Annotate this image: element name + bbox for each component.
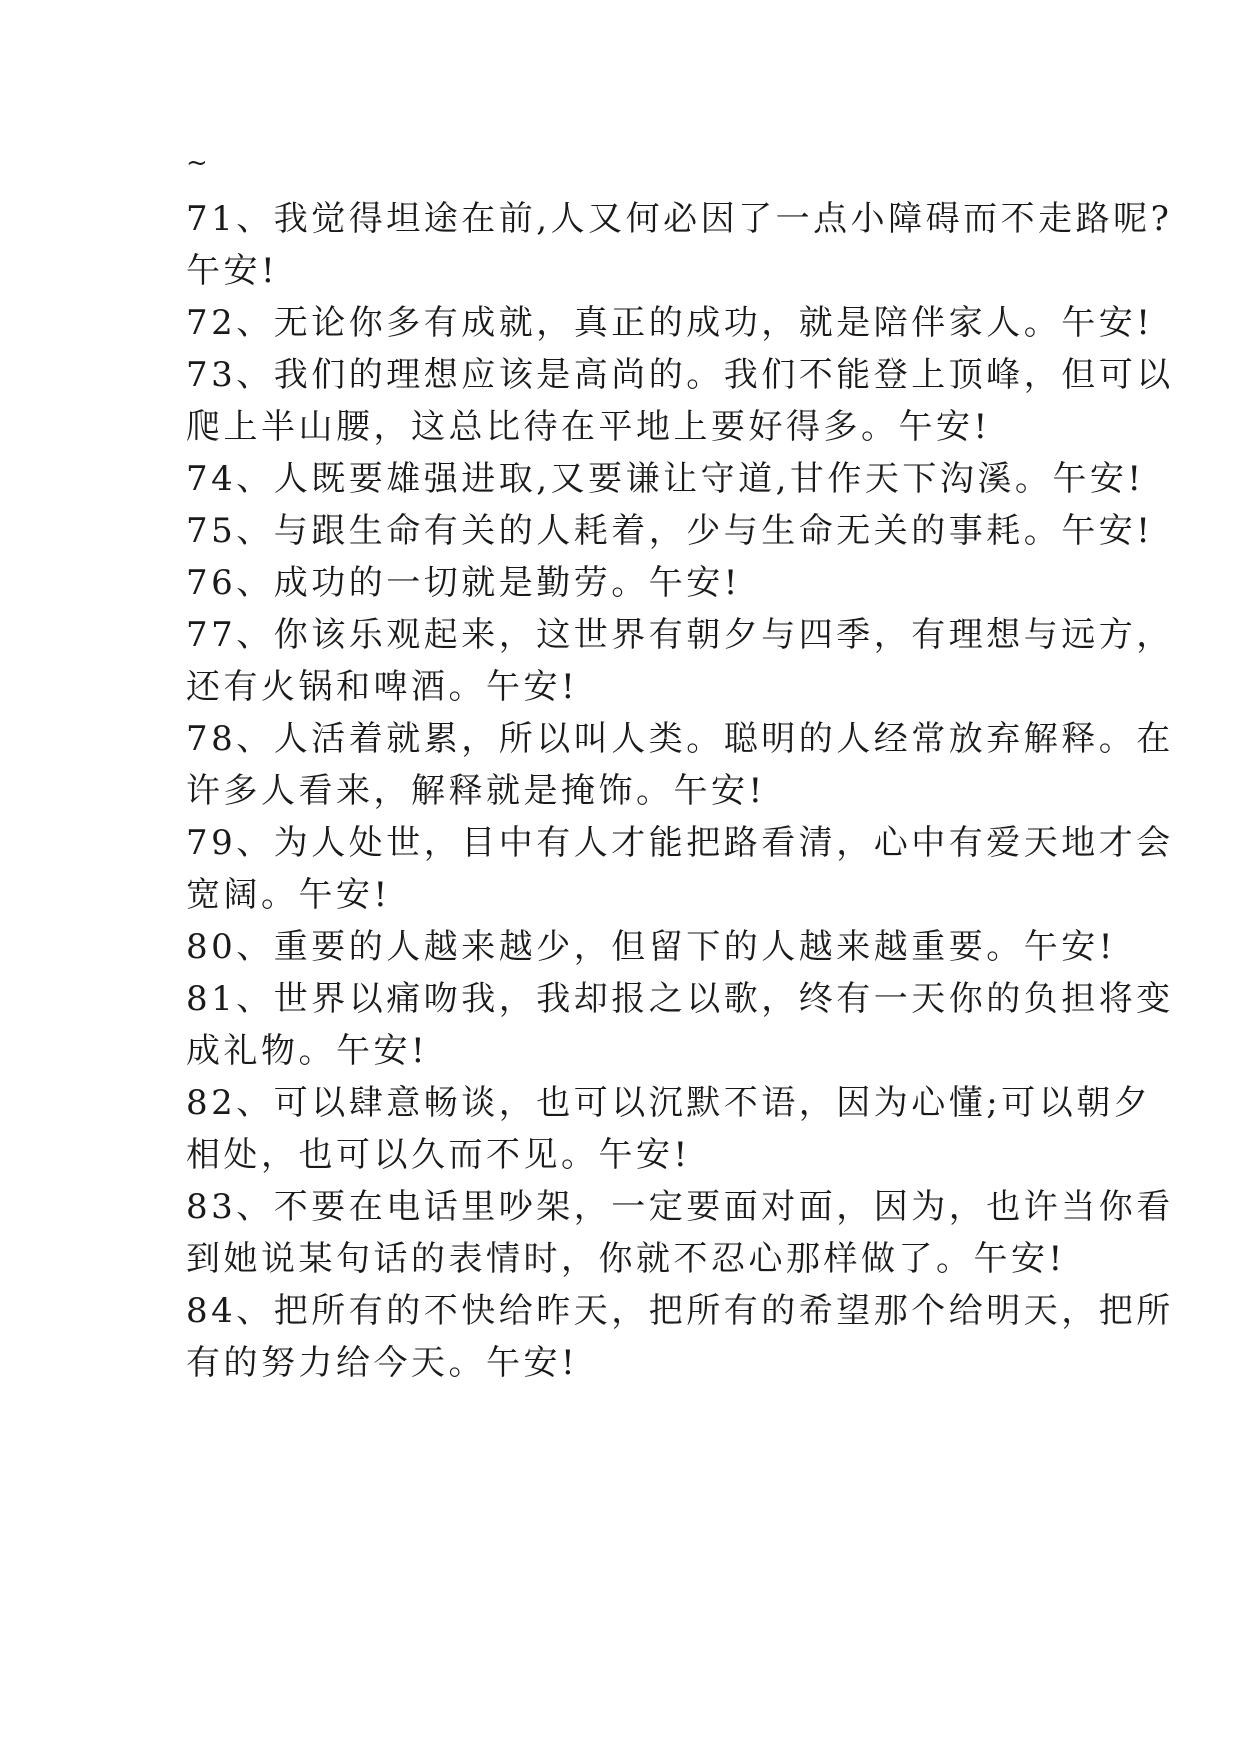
text-line: 76、成功的一切就是勤劳。午安! [186,563,741,603]
text-line: 到她说某句话的表情时，你就不忍心那样做了。午安! [186,1239,1066,1279]
text-line: 82、可以肆意畅谈，也可以沉默不语，因为心懂;可以朝夕 [186,1083,1152,1123]
text-line: 77、你该乐观起来，这世界有朝夕与四季，有理想与远方， [186,615,1174,655]
text-line: 许多人看来，解释就是掩饰。午安! [186,771,766,811]
text-line: 71、我觉得坦途在前,人又何必因了一点小障碍而不走路呢? [186,199,1173,239]
text-line: 75、与跟生命有关的人耗着，少与生命无关的事耗。午安! [186,511,1154,551]
text-line: 78、人活着就累，所以叫人类。聪明的人经常放弃解释。在 [186,719,1174,759]
text-line: 相处，也可以久而不见。午安! [186,1135,691,1175]
text-line: 73、我们的理想应该是高尚的。我们不能登上顶峰，但可以 [186,355,1174,395]
text-line: 72、无论你多有成就，真正的成功，就是陪伴家人。午安! [186,303,1154,343]
text-line: 午安! [186,251,279,291]
text-line: 81、世界以痛吻我，我却报之以歌，终有一天你的负担将变 [186,979,1174,1019]
text-line: 83、不要在电话里吵架，一定要面对面，因为，也许当你看 [186,1187,1174,1227]
text-line: 79、为人处世，目中有人才能把路看清，心中有爱天地才会 [186,823,1174,863]
text-line: 有的努力给今天。午安! [186,1343,579,1383]
text-line: 还有火锅和啤酒。午安! [186,667,579,707]
text-line: 74、人既要雄强进取,又要谦让守道,甘作天下沟溪。午安! [186,459,1145,499]
text-line: 成礼物。午安! [186,1031,429,1071]
text-line: 爬上半山腰，这总比待在平地上要好得多。午安! [186,407,991,447]
text-line: 84、把所有的不快给昨天，把所有的希望那个给明天，把所 [186,1291,1174,1331]
text-line: 80、重要的人越来越少，但留下的人越来越重要。午安! [186,927,1116,967]
text-line: 宽阔。午安! [186,875,391,915]
tilde-mark: ~ [186,148,208,178]
